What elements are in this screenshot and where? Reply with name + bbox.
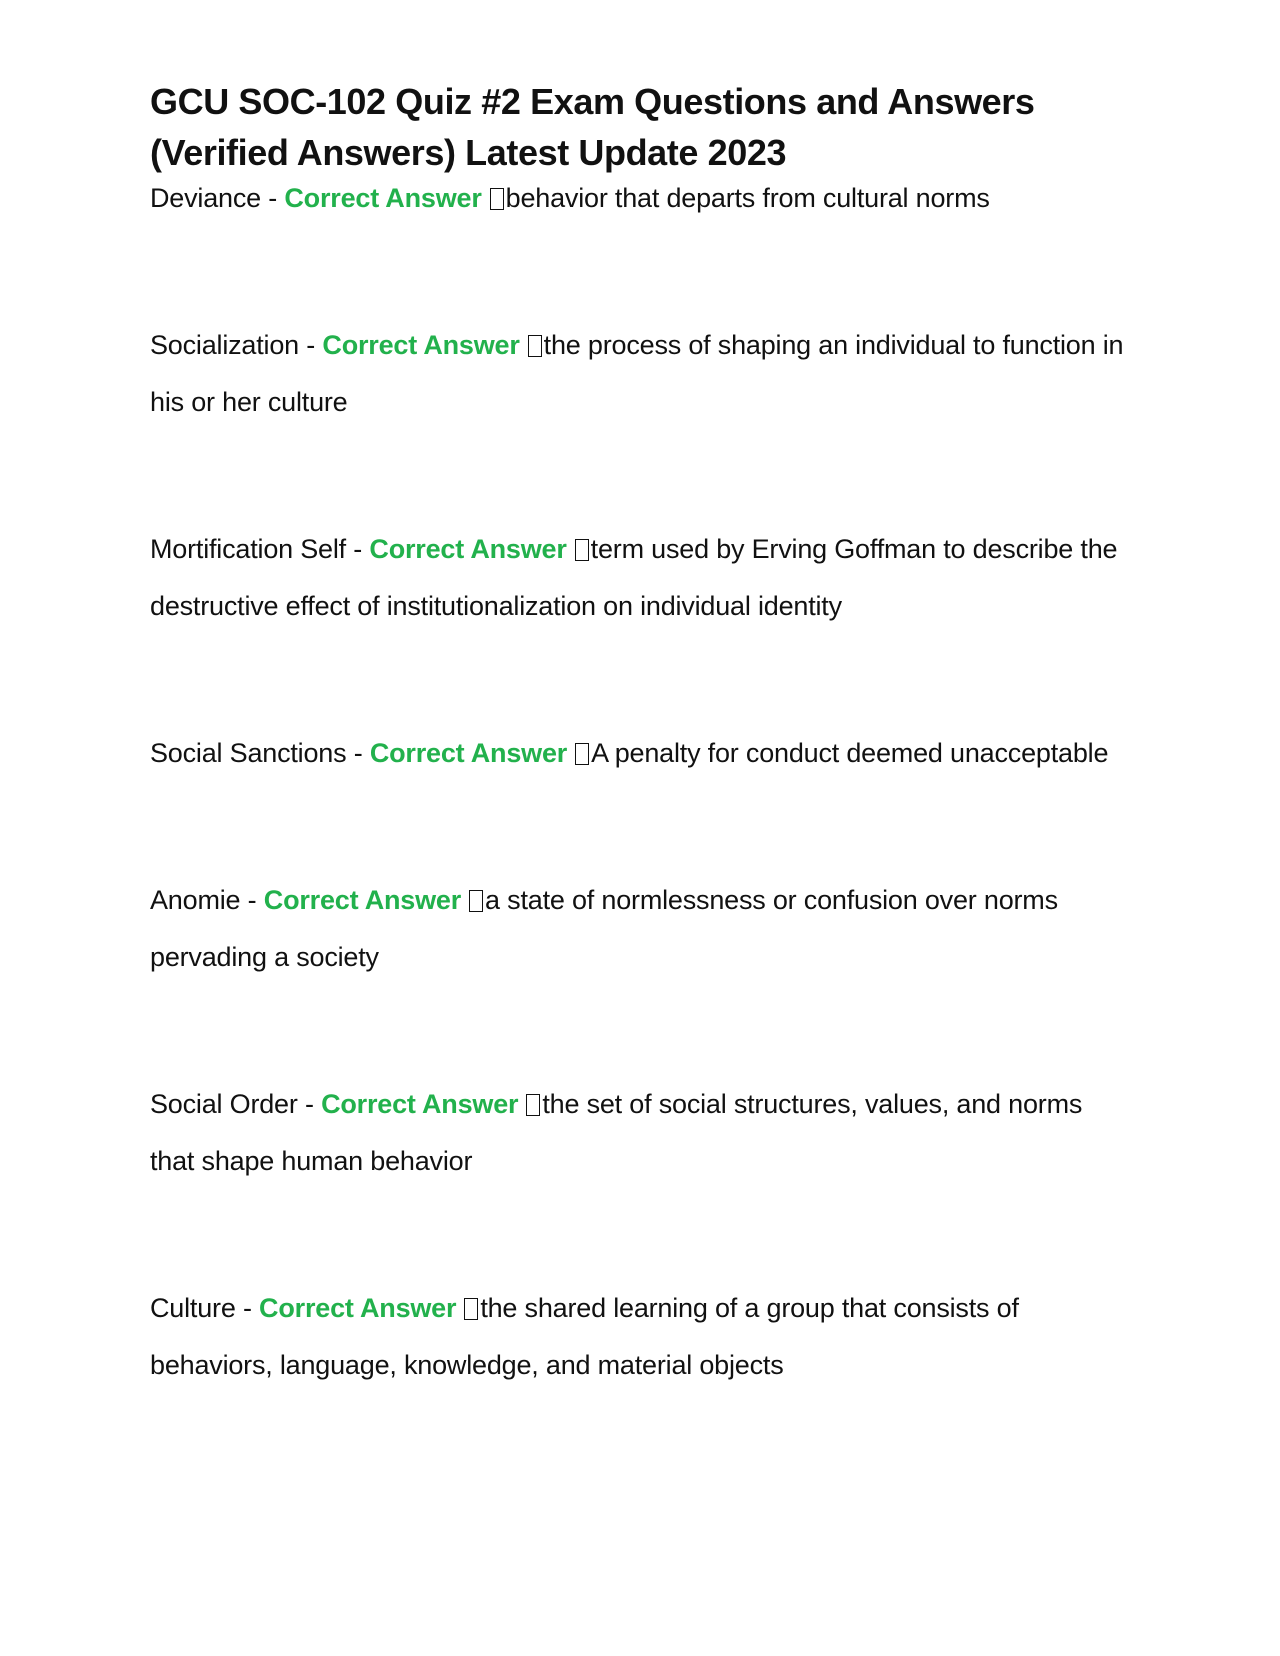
definition: behavior that departs from cultural norms bbox=[505, 183, 990, 213]
correct-answer-label: Correct Answer bbox=[263, 885, 462, 915]
missing-glyph-box-icon bbox=[490, 188, 504, 210]
definition-entry bbox=[150, 170, 1130, 227]
document-page bbox=[150, 76, 1130, 1394]
term: Social Sanctions bbox=[150, 738, 347, 768]
separator: - bbox=[235, 1293, 260, 1323]
correct-answer-label: Correct Answer bbox=[322, 330, 520, 360]
term: Deviance bbox=[150, 183, 261, 213]
correct-answer-label: Correct Answer bbox=[284, 183, 482, 213]
term: Culture bbox=[150, 1293, 236, 1323]
definition-entry bbox=[150, 317, 1130, 431]
definition: the set of social structures, values, and norms that shape human behavior bbox=[150, 1089, 1083, 1176]
definition-list bbox=[150, 170, 1130, 1394]
term: Socialization bbox=[150, 330, 299, 360]
term: Mortification Self bbox=[150, 534, 346, 564]
missing-glyph-box-icon bbox=[526, 1094, 540, 1116]
missing-glyph-box-icon bbox=[575, 539, 589, 561]
missing-glyph-box-icon bbox=[528, 335, 542, 357]
definition: a state of normlessness or confusion over norms pervading a society bbox=[150, 885, 1058, 972]
separator: - bbox=[297, 1089, 322, 1119]
correct-answer-label: Correct Answer bbox=[259, 1293, 457, 1323]
definition: the process of shaping an individual to function in his or her culture bbox=[150, 330, 1124, 417]
correct-answer-label: Correct Answer bbox=[369, 738, 568, 768]
term: Anomie bbox=[150, 885, 241, 915]
definition-entry bbox=[150, 1076, 1130, 1190]
correct-answer-label: Correct Answer bbox=[369, 534, 567, 564]
term: Social Order bbox=[150, 1089, 298, 1119]
definition-entry bbox=[150, 872, 1130, 986]
separator: - bbox=[240, 885, 264, 915]
separator: - bbox=[299, 330, 323, 360]
missing-glyph-box-icon bbox=[469, 890, 483, 912]
separator: - bbox=[345, 534, 370, 564]
missing-glyph-box-icon bbox=[575, 743, 589, 765]
separator: - bbox=[260, 183, 285, 213]
definition: the shared learning of a group that consists of behaviors, language, knowledge, and material objects bbox=[150, 1293, 1019, 1380]
separator: - bbox=[346, 738, 370, 768]
correct-answer-label: Correct Answer bbox=[321, 1089, 519, 1119]
document-title: GCU SOC-102 Quiz #2 Exam Questions and Answers (Verified Answers) Latest Update 2023 bbox=[150, 81, 1035, 173]
definition-entry bbox=[150, 521, 1130, 635]
definition: term used by Erving Goffman to describe the destructive effect of institutionalization on individual identity bbox=[150, 534, 1118, 621]
missing-glyph-box-icon bbox=[464, 1298, 478, 1320]
definition-entry bbox=[150, 725, 1130, 782]
definition: A penalty for conduct deemed unacceptable bbox=[591, 738, 1109, 768]
definition-entry bbox=[150, 1280, 1130, 1394]
